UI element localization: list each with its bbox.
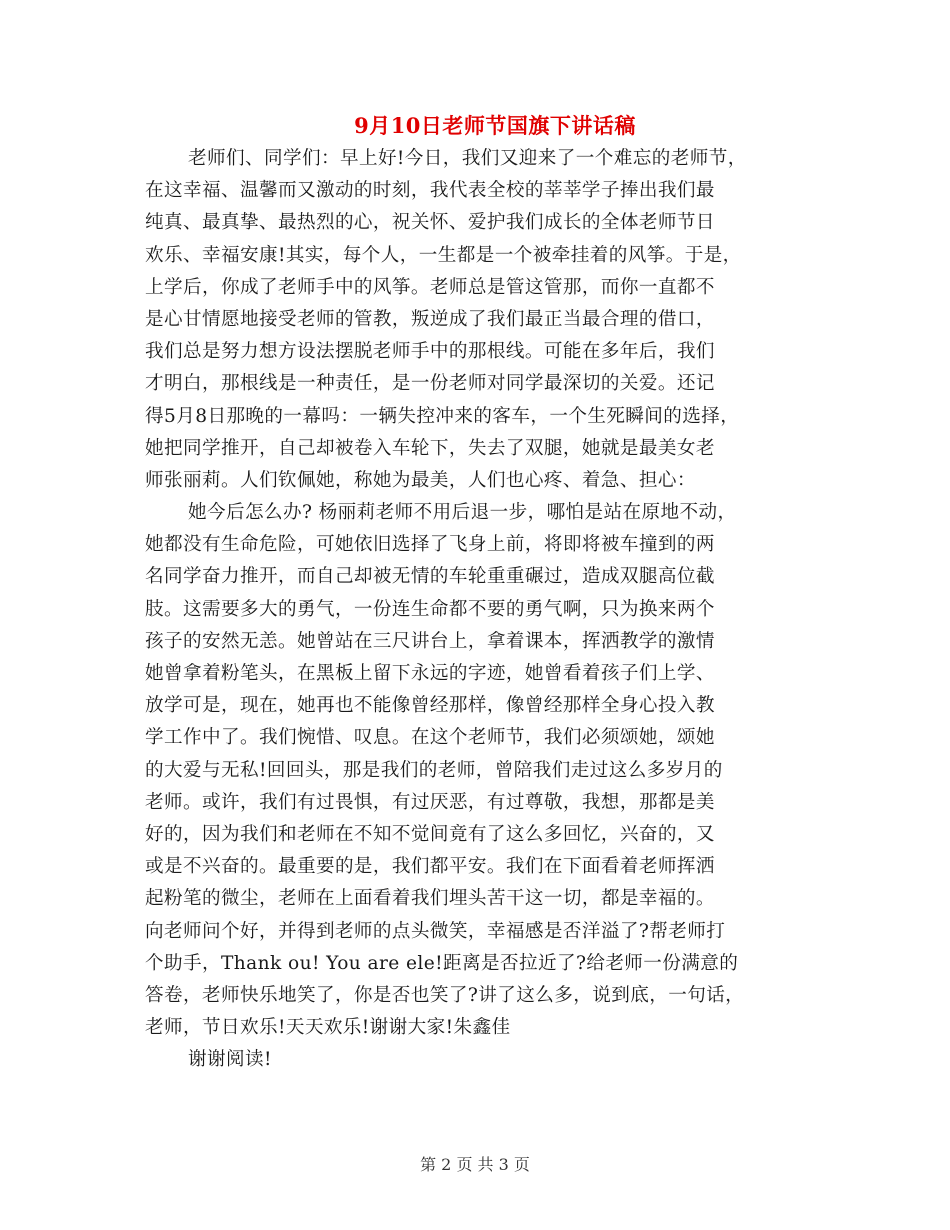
body-line: 好的，因为我们和老师在不知不觉间竟有了这么多回忆，兴奋的，又 — [145, 823, 715, 845]
document-title: 9月10日老师节国旗下讲话稿 — [354, 113, 636, 138]
body-line: 或是不兴奋的。最重要的是，我们都平安。我们在下面看着老师挥洒 — [145, 856, 715, 878]
body-line: 欢乐、幸福安康!其实，每个人，一生都是一个被牵挂着的风筝。于是， — [145, 244, 742, 266]
body-line: 起粉笔的微尘，老师在上面看着我们埋头苦干这一切，都是幸福的。 — [145, 888, 715, 910]
body-line: 放学可是，现在，她再也不能像曾经那样，像曾经那样全身心投入教 — [145, 695, 715, 717]
body-line: 名同学奋力推开，而自己却被无情的车轮重重碾过，造成双腿高位截 — [145, 566, 715, 588]
body-line: 才明白，那根线是一种责任，是一份老师对同学最深切的关爱。还记 — [145, 373, 715, 395]
body-line: 答卷，老师快乐地笑了，你是否也笑了?讲了这么多，说到底，一句话， — [145, 984, 745, 1006]
body-line: 纯真、最真挚、最热烈的心，祝关怀、爱护我们成长的全体老师节日 — [145, 212, 715, 234]
body-line: 我们总是努力想方设法摆脱老师手中的那根线。可能在多年后，我们 — [145, 341, 715, 363]
body-line: 老师们、同学们：早上好!今日，我们又迎来了一个难忘的老师节， — [188, 148, 747, 169]
body-line: 的大爱与无私!回回头，那是我们的老师，曾陪我们走过这么多岁月的 — [145, 759, 723, 781]
body-line: 上学后，你成了老师手中的风筝。老师总是管这管那，而你一直都不 — [145, 276, 715, 298]
body-line: 师张丽莉。人们钦佩她，称她为最美，人们也心疼、着急、担心： — [145, 469, 696, 491]
document-body — [145, 143, 845, 1076]
body-line: 得5月8日那晚的一幕吗：一辆失控冲来的客车，一个生死瞬间的选择， — [145, 405, 740, 427]
body-line: 是心甘情愿地接受老师的管教，叛逆成了我们最正当最合理的借口， — [145, 308, 715, 330]
body-line: 个助手，Thank ou! You are ele!距离是否拉近了?给老师一份满意的 — [145, 952, 739, 974]
body-line: 她今后怎么办? 杨丽莉老师不用后退一步，哪怕是站在原地不动， — [188, 502, 737, 524]
body-line: 肢。这需要多大的勇气，一份连生命都不要的勇气啊，只为换来两个 — [145, 598, 715, 620]
body-line: 她都没有生命危险，可她依旧选择了飞身上前，将即将被车撞到的两 — [145, 534, 715, 556]
body-line: 在这幸福、温馨而又激动的时刻，我代表全校的莘莘学子捧出我们最 — [145, 180, 715, 202]
body-line: 她曾拿着粉笔头，在黑板上留下永远的字迹，她曾看着孩子们上学、 — [145, 663, 715, 684]
closing-line: 谢谢阅读! — [188, 1049, 272, 1071]
body-line: 学工作中了。我们惋惜、叹息。在这个老师节，我们必须颂她，颂她 — [145, 727, 715, 749]
page-number-footer: 第 2 页 共 3 页 — [420, 1155, 530, 1174]
body-line: 孩子的安然无恙。她曾站在三尺讲台上，拿着课本，挥洒教学的激情 — [145, 630, 715, 652]
body-line: 老师。或许，我们有过畏惧，有过厌恶，有过尊敬，我想，那都是美 — [145, 791, 715, 813]
body-line: 老师，节日欢乐!天天欢乐!谢谢大家!朱鑫佳 — [145, 1017, 511, 1039]
body-line: 向老师问个好，并得到老师的点头微笑，幸福感是否洋溢了?帮老师打 — [145, 920, 726, 942]
body-line: 她把同学推开，自己却被卷入车轮下，失去了双腿，她就是最美女老 — [145, 437, 715, 459]
